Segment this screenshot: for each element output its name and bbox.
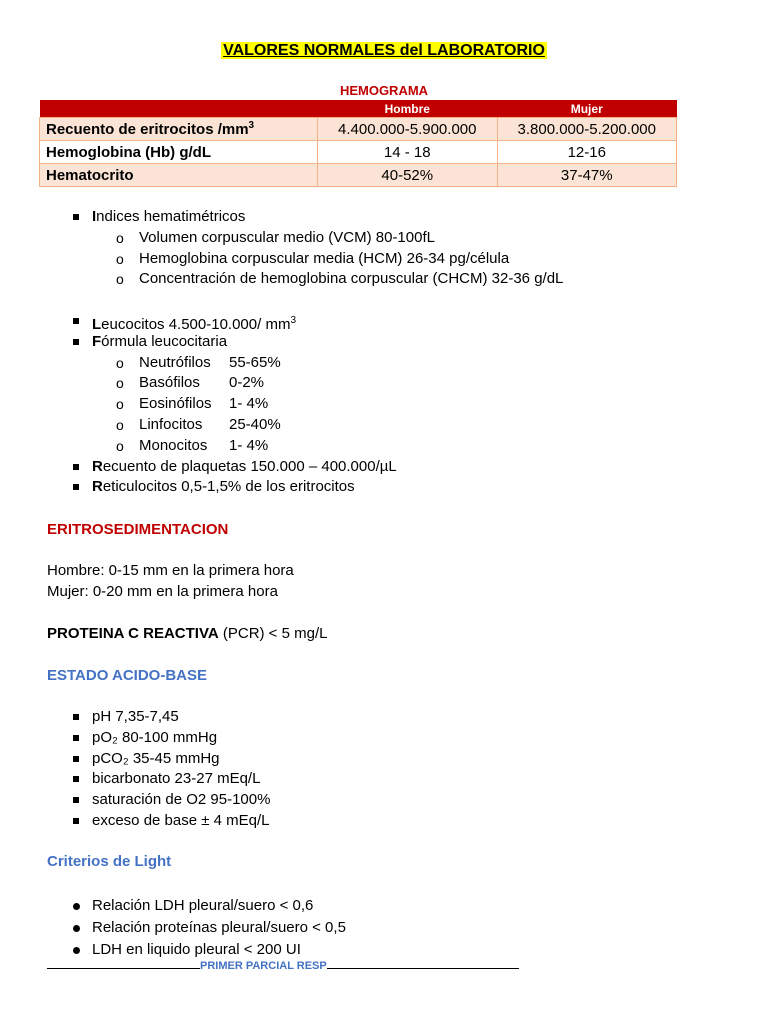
eritro-mujer: Mujer: 0-20 mm en la primera hora [47,583,278,600]
title-container [0,42,768,60]
square-bullet-icon [73,714,79,720]
circle-bullet-icon: o [116,229,124,246]
table-header-empty [40,100,318,118]
row-value-hombre: 40-52% [318,164,498,187]
footer-line [47,960,519,972]
circle-bullet-icon: o [116,375,124,392]
circle-bullet-icon: o [116,271,124,288]
square-bullet-icon [73,818,79,824]
square-bullet-icon [73,735,79,741]
page-title: VALORES NORMALES del LABORATORIO [223,42,545,59]
circle-bullet-icon: o [116,437,124,454]
row-value-mujer: 12-16 [497,141,677,164]
light-heading: Criterios de Light [47,853,172,870]
square-bullet-icon [73,464,79,470]
circle-bullet-icon: o [116,416,124,433]
row-value-mujer: 37-47% [497,164,677,187]
footer-text: PRIMER PARCIAL RESP [200,960,327,972]
round-bullet-icon [73,925,80,932]
row-value-hombre: 14 - 18 [318,141,498,164]
hemograma-table [39,100,677,187]
hemograma-heading: HEMOGRAMA [339,83,429,98]
square-bullet-icon [73,214,79,220]
round-bullet-icon [73,947,80,954]
square-bullet-icon [73,776,79,782]
square-bullet-icon [73,339,79,345]
round-bullet-icon [73,903,80,910]
table-row [40,141,677,164]
pcr-line: PROTEINA C REACTIVA (PCR) < 5 mg/L [47,625,328,642]
square-bullet-icon [73,756,79,762]
table-row [40,118,677,141]
document-page: VALORES NORMALES del LABORATORIO HEMOGRAMA Hombre Mujer Recuento de eritrocitos $/mm^3$ 4.400.000-5.900.000 3.800.000-5.200.000 Hemoglobina (Hb) g/dL 14 - 18 12-16 Hematocrito 40-52% 37-47% Indices hematimétricos o Volumen corpuscular medio (VCM) 80-100fL o Hemoglobina corpuscular media (HCM) 26-34 pg/célula o Concentración de hemoglobina corpuscular (CHCM) 32-36 g/dL Leucocitos 4.500-10.000/ $mm^3$ Fórmula leucocitaria o Neutrófilos 55-65% o Basófilos 0-2% o Eosinófilos 1- 4% o Linfocitos 25-40% o Monocitos 1- 4% Recuento de plaquetas 150.000 – 400.000/µL Reticulocitos 0,5-1,5% de los eritrocitos ERITROSEDIMENTACION Hombre: 0-15 mm en la primera hora Mujer: 0-20 mm en la primera hora PROTEINA C REACTIVA (PCR) < 5 mg/L ESTADO ACIDO-BASE pH 7,35-7,45 pO₂ 80-100 mmHg pCO₂ 35-45 mmHg bicarbonato 23-27 mEq/L saturación de O2 95-100% exceso de base ± 4 mEq/L Criterios de Light Relación LDH pleural/suero < 0,6 Relación proteínas pleural/suero < 0,5 LDH en liquido pleural < 200 UI PRIMER PARCIAL RESP [0,0,768,1024]
table-header-hombre: Hombre [318,100,498,118]
table-header-mujer: Mujer [497,100,677,118]
footer-rule-right [327,968,519,969]
circle-bullet-icon: o [116,250,124,267]
eritro-heading: ERITROSEDIMENTACION [47,521,229,538]
hemograma-header-row [40,100,677,118]
eritro-hombre: Hombre: 0-15 mm en la primera hora [47,562,294,579]
square-bullet-icon [73,318,79,324]
footer-rule-left [47,968,200,969]
table-row [40,164,677,187]
square-bullet-icon [73,797,79,803]
square-bullet-icon [73,484,79,490]
row-value-hombre: 4.400.000-5.900.000 [318,118,498,141]
circle-bullet-icon: o [116,396,124,413]
circle-bullet-icon: o [116,354,124,371]
row-label: Hematocrito [40,164,318,187]
row-value-mujer: 3.800.000-5.200.000 [497,118,677,141]
acido-base-heading: ESTADO ACIDO-BASE [47,667,208,684]
row-label: Hemoglobina (Hb) g/dL [40,141,318,164]
row-label: Recuento de eritrocitos $/mm^3$ [40,118,318,141]
